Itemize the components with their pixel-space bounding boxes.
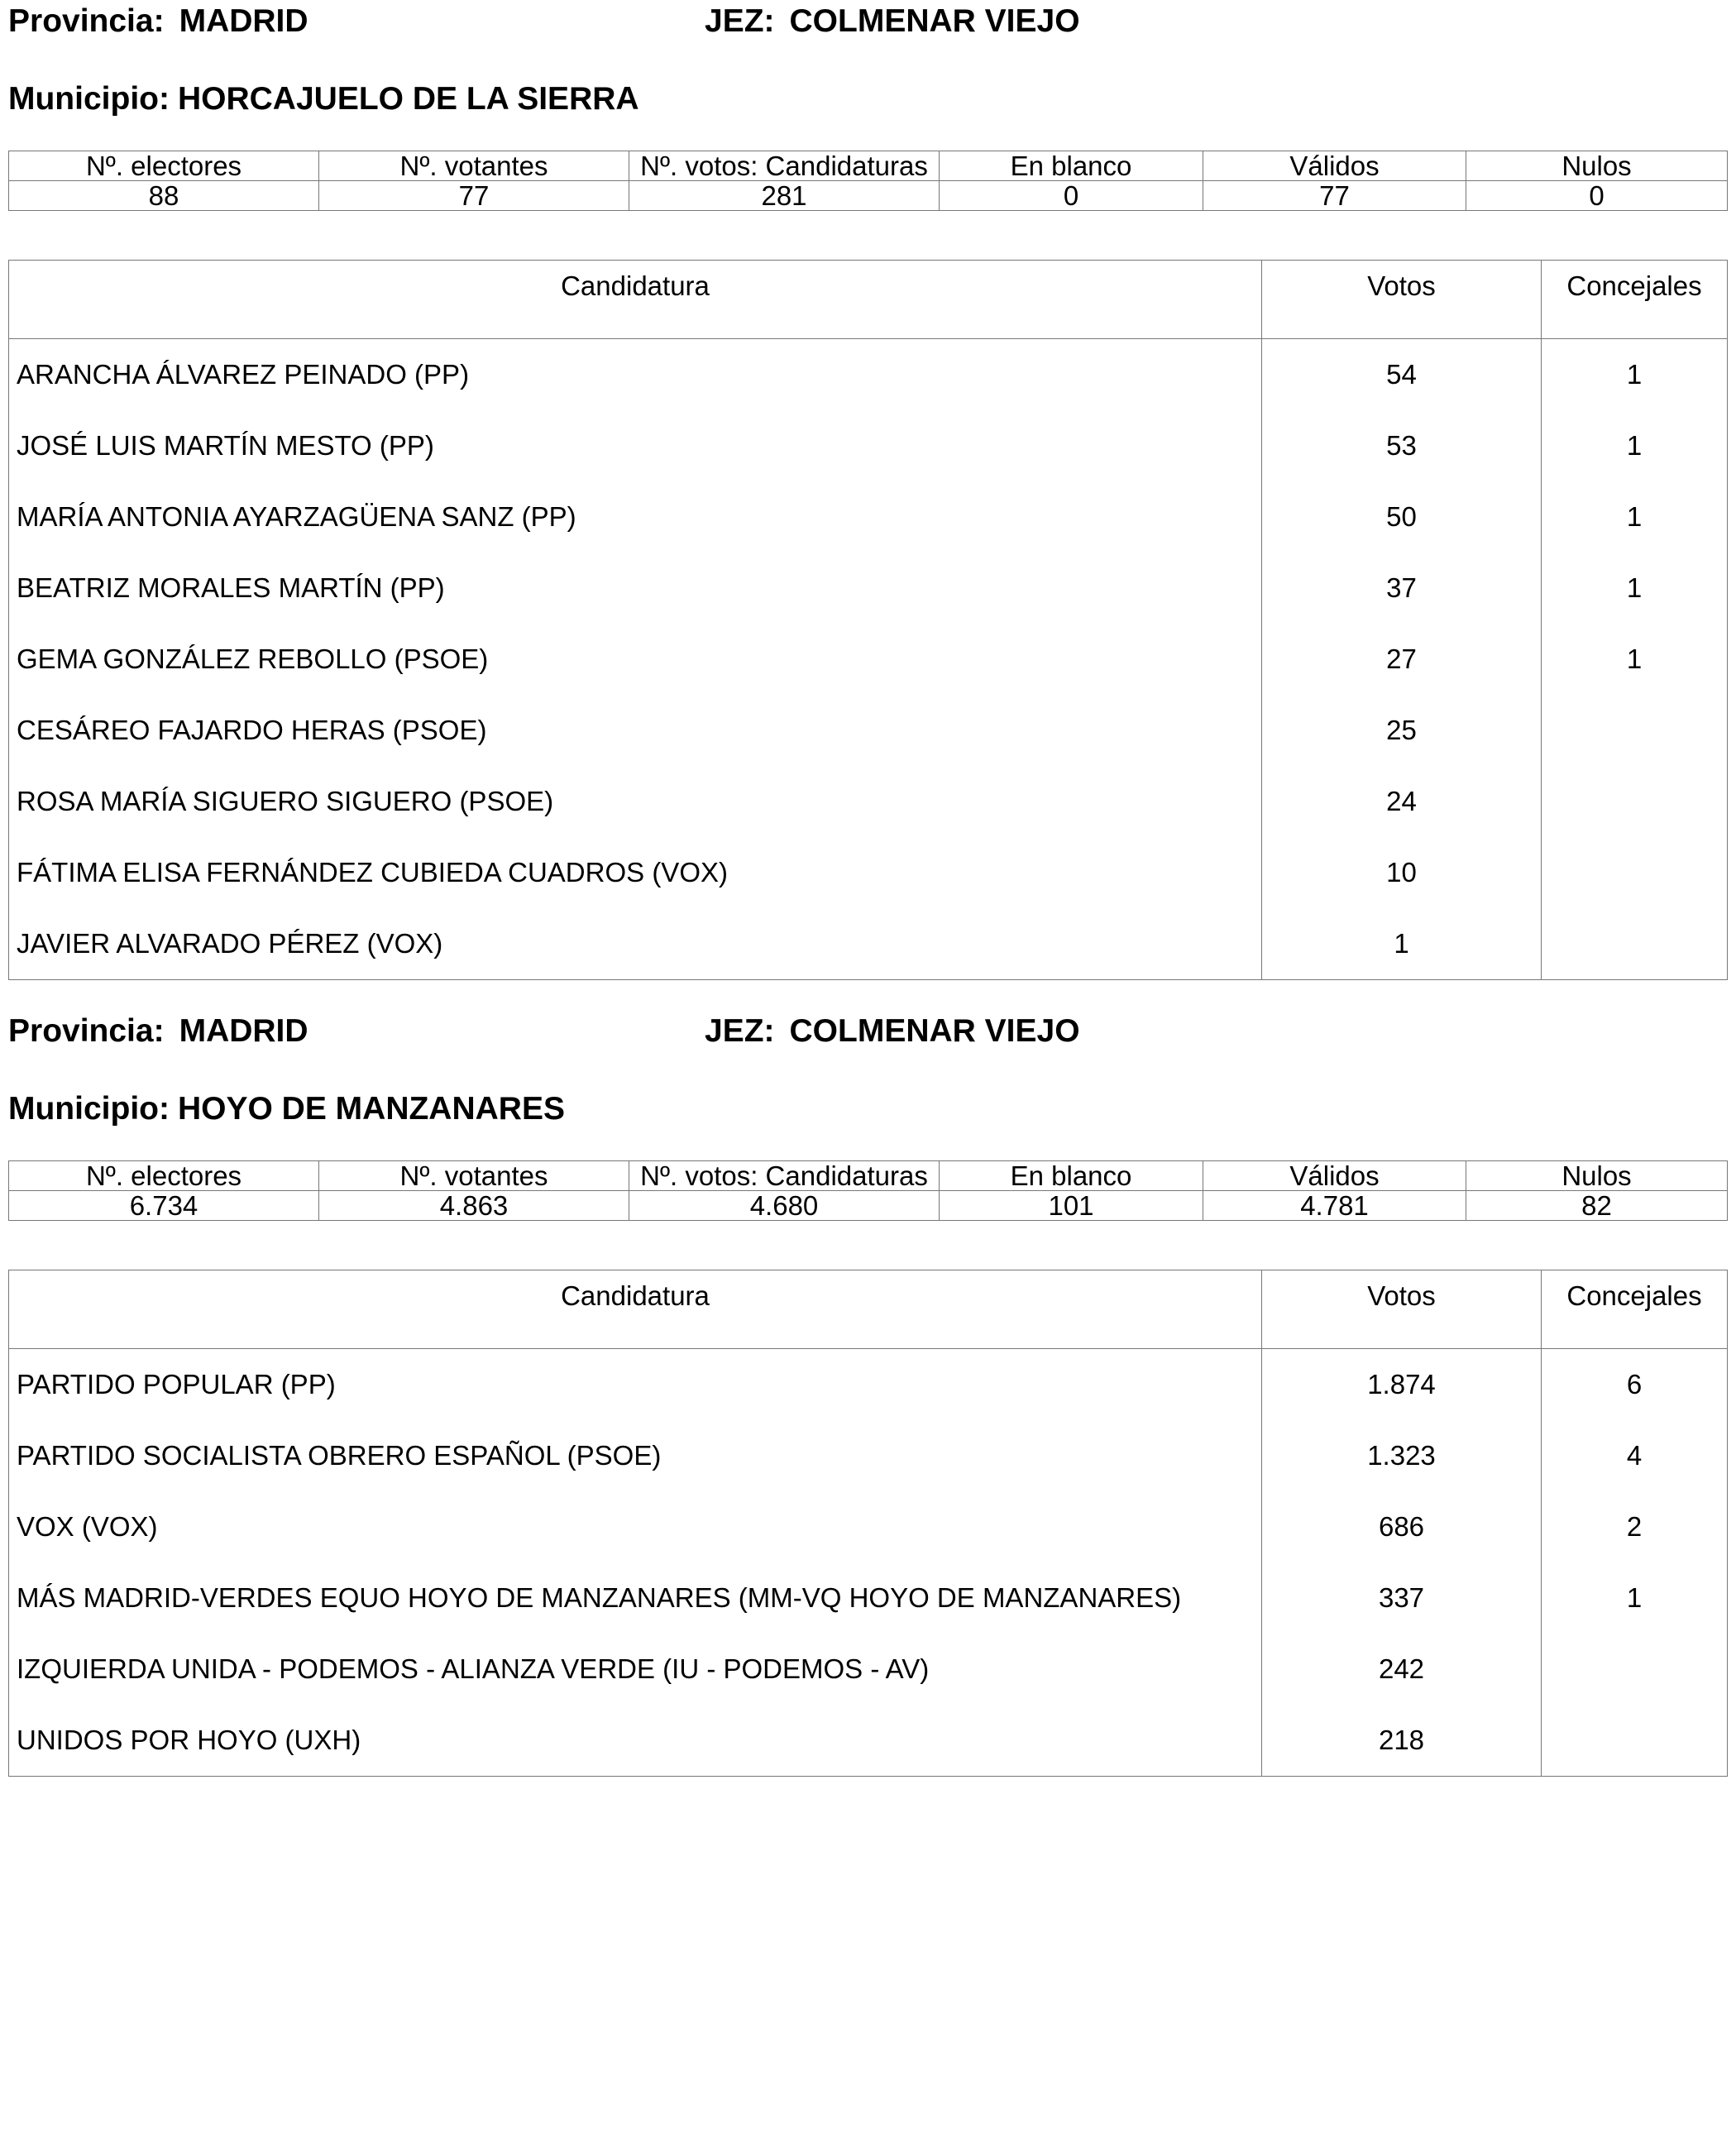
jez-value: COLMENAR VIEJO <box>789 1013 1080 1049</box>
candidate-concejales: 4 <box>1542 1420 1728 1491</box>
candidate-concejales <box>1542 1705 1728 1777</box>
summary-header-cell: Nº. votantes <box>319 151 629 181</box>
provincia-line <box>8 1015 308 1047</box>
candidatura-header: Candidatura <box>9 1270 1262 1349</box>
municipio-value: HORCAJUELO DE LA SIERRA <box>177 81 639 117</box>
table-row <box>9 339 1728 411</box>
table-row <box>9 837 1728 908</box>
table-row <box>9 1634 1728 1705</box>
summary-header-cell: Nº. electores <box>9 151 319 181</box>
candidate-name: BEATRIZ MORALES MARTÍN (PP) <box>17 572 445 603</box>
candidate-name: MÁS MADRID-VERDES EQUO HOYO DE MANZANARES (MM-VQ HOYO DE MANZANARES) <box>17 1582 1182 1613</box>
candidate-votes: 1.323 <box>1262 1420 1542 1491</box>
candidate-concejales: 1 <box>1542 410 1728 481</box>
summary-header-cell: Nulos <box>1466 151 1728 181</box>
candidate-votes: 54 <box>1262 339 1542 411</box>
summary-value-cell: 77 <box>319 181 629 211</box>
summary-value-cell: 4.680 <box>629 1191 940 1221</box>
summary-table <box>8 1160 1728 1221</box>
table-row <box>9 481 1728 553</box>
summary-header-row <box>9 1161 1728 1191</box>
candidate-concejales <box>1542 1634 1728 1705</box>
candidate-votes: 218 <box>1262 1705 1542 1777</box>
summary-table <box>8 151 1728 211</box>
candidate-name: PARTIDO POPULAR (PP) <box>17 1369 336 1399</box>
table-row <box>9 553 1728 624</box>
table-row <box>9 410 1728 481</box>
municipio-line <box>8 1093 565 1125</box>
candidate-name: JAVIER ALVARADO PÉREZ (VOX) <box>17 928 443 959</box>
results-header-row <box>9 1270 1728 1349</box>
candidate-votes: 10 <box>1262 837 1542 908</box>
municipio-label: Municipio: <box>8 81 170 117</box>
votos-header: Votos <box>1262 1270 1542 1349</box>
jez-label: JEZ: <box>705 3 775 39</box>
candidate-votes: 686 <box>1262 1491 1542 1562</box>
candidate-name: MARÍA ANTONIA AYARZAGÜENA SANZ (PP) <box>17 501 576 532</box>
results-table <box>8 1270 1728 1777</box>
summary-header-cell: Nº. votos: Candidaturas <box>629 1161 940 1191</box>
candidate-concejales <box>1542 908 1728 980</box>
candidate-concejales <box>1542 695 1728 766</box>
candidate-votes: 1 <box>1262 908 1542 980</box>
candidate-votes: 37 <box>1262 553 1542 624</box>
summary-value-row <box>9 181 1728 211</box>
candidate-concejales: 1 <box>1542 481 1728 553</box>
results-table <box>8 260 1728 980</box>
provincia-value: MADRID <box>179 3 308 39</box>
candidate-concejales: 2 <box>1542 1491 1728 1562</box>
candidate-name: ARANCHA ÁLVAREZ PEINADO (PP) <box>17 359 470 390</box>
jez-line <box>705 1015 1080 1047</box>
summary-value-cell: 281 <box>629 181 940 211</box>
candidate-votes: 27 <box>1262 624 1542 695</box>
summary-value-cell: 0 <box>940 181 1203 211</box>
candidate-votes: 24 <box>1262 766 1542 837</box>
candidate-concejales: 1 <box>1542 624 1728 695</box>
candidate-name: IZQUIERDA UNIDA - PODEMOS - ALIANZA VERDE (IU - PODEMOS - AV) <box>17 1653 930 1684</box>
table-row <box>9 1420 1728 1491</box>
summary-value-cell: 4.863 <box>319 1191 629 1221</box>
summary-header-cell: En blanco <box>940 1161 1203 1191</box>
candidatura-header: Candidatura <box>9 261 1262 339</box>
candidate-name: PARTIDO SOCIALISTA OBRERO ESPAÑOL (PSOE) <box>17 1440 662 1471</box>
summary-value-cell: 82 <box>1466 1191 1728 1221</box>
candidate-name: FÁTIMA ELISA FERNÁNDEZ CUBIEDA CUADROS (VOX) <box>17 857 728 888</box>
summary-value-row <box>9 1191 1728 1221</box>
candidate-votes: 337 <box>1262 1562 1542 1634</box>
concejales-header: Concejales <box>1542 261 1728 339</box>
candidate-concejales: 1 <box>1542 1562 1728 1634</box>
candidate-name: UNIDOS POR HOYO (UXH) <box>17 1725 361 1755</box>
provincia-line <box>8 5 308 37</box>
candidate-votes: 25 <box>1262 695 1542 766</box>
table-row <box>9 1349 1728 1421</box>
provincia-label: Provincia: <box>8 3 165 39</box>
candidate-votes: 50 <box>1262 481 1542 553</box>
summary-value-cell: 6.734 <box>9 1191 319 1221</box>
jez-value: COLMENAR VIEJO <box>789 3 1080 39</box>
summary-value-cell: 4.781 <box>1203 1191 1466 1221</box>
jez-label: JEZ: <box>705 1013 775 1049</box>
summary-header-cell: En blanco <box>940 151 1203 181</box>
candidate-concejales: 1 <box>1542 553 1728 624</box>
summary-header-cell: Válidos <box>1203 1161 1466 1191</box>
candidate-concejales <box>1542 837 1728 908</box>
table-row <box>9 1491 1728 1562</box>
jez-line <box>705 5 1080 37</box>
summary-header-cell: Nº. votantes <box>319 1161 629 1191</box>
municipio-line <box>8 83 639 115</box>
table-row <box>9 766 1728 837</box>
summary-header-cell: Nulos <box>1466 1161 1728 1191</box>
candidate-name: JOSÉ LUIS MARTÍN MESTO (PP) <box>17 430 434 461</box>
candidate-votes: 53 <box>1262 410 1542 481</box>
candidate-name: CESÁREO FAJARDO HERAS (PSOE) <box>17 715 487 745</box>
candidate-name: ROSA MARÍA SIGUERO SIGUERO (PSOE) <box>17 786 554 816</box>
table-row <box>9 1562 1728 1634</box>
summary-value-cell: 88 <box>9 181 319 211</box>
candidate-concejales <box>1542 766 1728 837</box>
summary-header-cell: Válidos <box>1203 151 1466 181</box>
provincia-label: Provincia: <box>8 1013 165 1049</box>
summary-header-cell: Nº. electores <box>9 1161 319 1191</box>
municipio-value: HOYO DE MANZANARES <box>177 1091 565 1127</box>
candidate-concejales: 6 <box>1542 1349 1728 1421</box>
table-row <box>9 1705 1728 1777</box>
summary-value-cell: 0 <box>1466 181 1728 211</box>
table-row <box>9 908 1728 980</box>
summary-value-cell: 101 <box>940 1191 1203 1221</box>
candidate-concejales: 1 <box>1542 339 1728 411</box>
candidate-votes: 1.874 <box>1262 1349 1542 1421</box>
candidate-name: GEMA GONZÁLEZ REBOLLO (PSOE) <box>17 644 489 674</box>
table-row <box>9 624 1728 695</box>
summary-value-cell: 77 <box>1203 181 1466 211</box>
candidate-votes: 242 <box>1262 1634 1542 1705</box>
municipio-label: Municipio: <box>8 1091 170 1127</box>
table-row <box>9 695 1728 766</box>
summary-header-row <box>9 151 1728 181</box>
summary-header-cell: Nº. votos: Candidaturas <box>629 151 940 181</box>
votos-header: Votos <box>1262 261 1542 339</box>
provincia-value: MADRID <box>179 1013 308 1049</box>
concejales-header: Concejales <box>1542 1270 1728 1349</box>
candidate-name: VOX (VOX) <box>17 1511 158 1542</box>
results-header-row <box>9 261 1728 339</box>
